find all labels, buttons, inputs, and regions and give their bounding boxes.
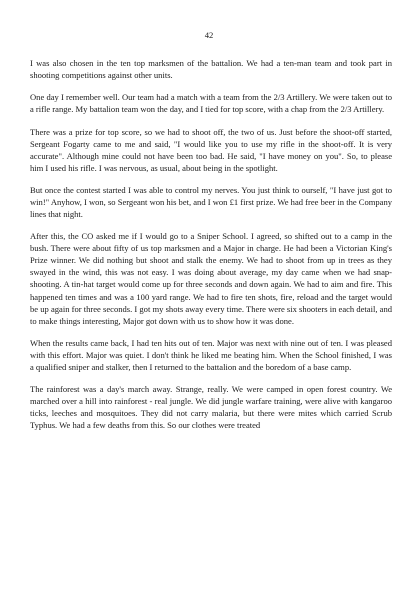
- paragraph: One day I remember well. Our team had a match with a team from the 2/3 Artillery. We were taken out to a rifle range. My battalion team won the day, and I tied for top score, with a chap from the 2/3 Artillery.: [30, 92, 392, 115]
- paragraph: After this, the CO asked me if I would go to a Sniper School. I agreed, so shifted out to a camp in the bush. There were about fifty of us top marksmen and a Major in charge. He had been a Victorian King's Prize winner. We did nothing but shoot and stalk the enemy. We had to shoot from up in trees as they swayed in the wind, this was not easy. I was doing about average, my day came when we had snap-shooting. A tin-hat target would come up for three seconds and down again. We had to aim and fire. This happened ten times and was a 100 yard range. We had to fire ten shots, fire, reload and the target would be up again for three seconds. I got my shots away every time. There were six shooters in each detail, and to make things interesting, Major got down with us to show how it was done.: [30, 231, 392, 326]
- paragraph: There was a prize for top score, so we had to shoot off, the two of us. Just before the shoot-off started, Sergeant Fogarty came to me and said, "I would like you to use my rifle in the shoot-off. It is very accurate". Although mine could not have been too bad. He said, "I have money on you". So, to please him I used his rifle. I was nervous, as usual, about being in the spotlight.: [30, 126, 392, 173]
- page-number: 42: [204, 30, 214, 40]
- paragraph: I was also chosen in the ten top marksmen of the battalion. We had a ten-man team and took part in shooting competitions against other units.: [30, 58, 392, 81]
- paragraph: The rainforest was a day's march away. Strange, really. We were camped in open forest country. We marched over a hill into rainforest - real jungle. We did jungle warfare training, were alive with kangaroo ticks, leeches and mosquitoes. They did not carry malaria, but there were mites which carried Scrub Typhus. We had a few deaths from this. So our clothes were treated: [30, 384, 392, 431]
- paragraph: But once the contest started I was able to control my nerves. You just think to ourself, "I have just got to win!" Anyhow, I won, so Sergeant won his bet, and I won £1 first prize. We had free beer in the Company lines that night.: [30, 184, 393, 220]
- body-text: [30, 57, 392, 442]
- paragraph: When the results came back, I had ten hits out of ten. Major was next with nine out of ten. I was pleased with this effort. Major was quiet. I don't think he liked me beating him. When the School finished, I was a qualified sniper and stalker, then I returned to the battalion and the boredom of a base camp.: [30, 337, 392, 372]
